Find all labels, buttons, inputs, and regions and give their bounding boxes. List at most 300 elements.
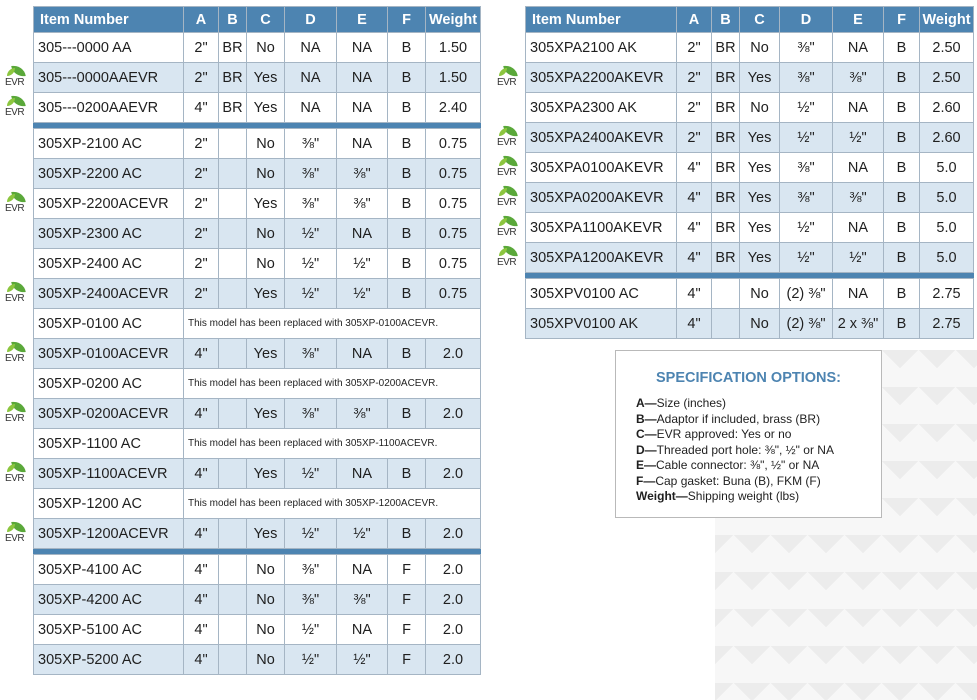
leaf-small-icon [499, 158, 507, 166]
cell-a: 2" [677, 93, 712, 123]
cell-item-number: 305XPA0100AKEVR [526, 153, 677, 183]
cell-item-number: 305XPA2300 AK [526, 93, 677, 123]
cell-a: 4" [184, 585, 219, 615]
cell-a: 4" [184, 339, 219, 369]
cell-c: No [247, 645, 285, 675]
table-row [34, 585, 481, 615]
cell-item-number: 305XP-2100 AC [34, 129, 184, 159]
specification-options-box [615, 350, 882, 518]
header-c: C [247, 7, 285, 33]
cell-b [219, 189, 247, 219]
table-row [526, 123, 974, 153]
table-row [34, 429, 481, 459]
cell-item-number: 305XP-2300 AC [34, 219, 184, 249]
cell-d: ½" [285, 219, 337, 249]
cell-a: 2" [184, 279, 219, 309]
cell-f: B [388, 279, 426, 309]
cell-weight: 0.75 [426, 129, 481, 159]
cell-weight: 2.0 [426, 585, 481, 615]
cell-weight: 0.75 [426, 279, 481, 309]
evr-leaf-icon [497, 245, 521, 271]
cell-e: ½" [337, 279, 388, 309]
cell-e: ½" [337, 645, 388, 675]
spec-item [636, 458, 834, 474]
replacement-note: This model has been replaced with 305XP-0200ACEVR. [184, 369, 481, 399]
cell-item-number: 305XP-0200 AC [34, 369, 184, 399]
cell-b: BR [712, 153, 740, 183]
cell-f: B [388, 33, 426, 63]
cell-f: B [884, 33, 920, 63]
cell-b [219, 585, 247, 615]
cell-f: B [388, 519, 426, 549]
cell-f: B [388, 189, 426, 219]
cell-c: Yes [740, 243, 780, 273]
evr-label: EVR [497, 226, 517, 238]
cell-item-number: 305XP-4200 AC [34, 585, 184, 615]
cell-weight: 5.0 [920, 243, 974, 273]
leaf-small-icon [7, 194, 15, 202]
leaf-small-icon [7, 284, 15, 292]
spec-text: Cable connector: ⅜", ½" or NA [656, 458, 820, 472]
cell-weight: 5.0 [920, 183, 974, 213]
cell-d: ½" [285, 519, 337, 549]
evr-label: EVR [497, 136, 517, 148]
cell-b [219, 219, 247, 249]
evr-leaf-icon [497, 125, 521, 151]
cell-f: B [884, 183, 920, 213]
cell-f: F [388, 555, 426, 585]
cell-item-number: 305XPA2200AKEVR [526, 63, 677, 93]
cell-a: 4" [184, 519, 219, 549]
cell-e: NA [833, 213, 884, 243]
cell-e: NA [337, 615, 388, 645]
cell-weight: 5.0 [920, 153, 974, 183]
table-row [34, 459, 481, 489]
cell-f: B [884, 309, 920, 339]
table-row [34, 519, 481, 549]
cell-d: (2) ⅜" [780, 309, 833, 339]
cell-e: NA [337, 459, 388, 489]
evr-leaf-icon [497, 65, 521, 91]
cell-d: NA [285, 33, 337, 63]
cell-e: 2 x ⅜" [833, 309, 884, 339]
cell-item-number: 305XPA1100AKEVR [526, 213, 677, 243]
cell-item-number: 305XP-2200ACEVR [34, 189, 184, 219]
cell-e: NA [337, 555, 388, 585]
cell-e: NA [833, 93, 884, 123]
evr-leaf-icon [5, 65, 29, 91]
cell-d: ⅜" [285, 189, 337, 219]
cell-a: 4" [184, 399, 219, 429]
table-row [34, 555, 481, 585]
table-row [526, 33, 974, 63]
header-b: B [712, 7, 740, 33]
cell-a: 2" [184, 33, 219, 63]
evr-leaf-icon [5, 191, 29, 217]
cell-d: ⅜" [285, 129, 337, 159]
spec-item [636, 396, 834, 412]
cell-item-number: 305XPA2100 AK [526, 33, 677, 63]
cell-item-number: 305---0000AAEVR [34, 63, 184, 93]
cell-e: ⅜" [833, 63, 884, 93]
cell-c: No [740, 33, 780, 63]
leaf-small-icon [499, 248, 507, 256]
cell-a: 2" [184, 159, 219, 189]
cell-d: ⅜" [285, 339, 337, 369]
cell-b [219, 249, 247, 279]
cell-b: BR [712, 63, 740, 93]
cell-c: No [247, 219, 285, 249]
cell-f: F [388, 585, 426, 615]
header-c: C [740, 7, 780, 33]
table-row [34, 369, 481, 399]
evr-leaf-icon [497, 185, 521, 211]
leaf-small-icon [7, 464, 15, 472]
table-row [34, 645, 481, 675]
cell-weight: 2.50 [920, 63, 974, 93]
cell-a: 2" [184, 249, 219, 279]
cell-b [219, 645, 247, 675]
cell-d: ⅜" [285, 399, 337, 429]
cell-e: ⅜" [337, 585, 388, 615]
left-spec-table [33, 6, 481, 675]
header-weight: Weight [920, 7, 974, 33]
cell-weight: 2.0 [426, 615, 481, 645]
evr-label: EVR [497, 76, 517, 88]
cell-item-number: 305XPV0100 AC [526, 279, 677, 309]
evr-label: EVR [5, 292, 25, 304]
table-row [526, 243, 974, 273]
cell-f: B [884, 63, 920, 93]
cell-a: 4" [677, 279, 712, 309]
evr-leaf-icon [5, 281, 29, 307]
evr-label: EVR [497, 256, 517, 268]
cell-item-number: 305XP-0100 AC [34, 309, 184, 339]
cell-weight: 2.75 [920, 279, 974, 309]
cell-weight: 2.60 [920, 93, 974, 123]
cell-d: ⅜" [780, 33, 833, 63]
replacement-note: This model has been replaced with 305XP-0100ACEVR. [184, 309, 481, 339]
cell-a: 4" [677, 309, 712, 339]
table-row [34, 615, 481, 645]
cell-b [219, 339, 247, 369]
cell-b: BR [712, 33, 740, 63]
cell-f: B [884, 279, 920, 309]
cell-item-number: 305XP-2400 AC [34, 249, 184, 279]
cell-c: Yes [740, 123, 780, 153]
cell-a: 2" [184, 219, 219, 249]
header-a: A [184, 7, 219, 33]
cell-d: ½" [285, 279, 337, 309]
cell-f: B [884, 123, 920, 153]
cell-d: NA [285, 63, 337, 93]
header-item-number: Item Number [34, 7, 184, 33]
cell-weight: 0.75 [426, 159, 481, 189]
header-item-number: Item Number [526, 7, 677, 33]
cell-c: Yes [247, 399, 285, 429]
cell-weight: 1.50 [426, 33, 481, 63]
header-e: E [337, 7, 388, 33]
cell-f: B [388, 219, 426, 249]
cell-a: 4" [677, 183, 712, 213]
cell-c: No [740, 309, 780, 339]
evr-label: EVR [497, 166, 517, 178]
spec-item [636, 412, 834, 428]
spec-item [636, 427, 834, 443]
header-f: F [388, 7, 426, 33]
cell-weight: 0.75 [426, 219, 481, 249]
cell-item-number: 305XP-2400ACEVR [34, 279, 184, 309]
spec-key: A— [636, 396, 657, 410]
table-row [34, 339, 481, 369]
replacement-note: This model has been replaced with 305XP-1200ACEVR. [184, 489, 481, 519]
cell-e: ⅜" [337, 159, 388, 189]
evr-label: EVR [497, 196, 517, 208]
spec-text: EVR approved: Yes or no [656, 427, 792, 441]
cell-a: 2" [677, 33, 712, 63]
evr-label: EVR [5, 472, 25, 484]
cell-weight: 2.0 [426, 519, 481, 549]
leaf-small-icon [7, 404, 15, 412]
cell-b [712, 279, 740, 309]
cell-e: ⅜" [337, 189, 388, 219]
cell-item-number: 305XPA0200AKEVR [526, 183, 677, 213]
cell-d: ½" [780, 123, 833, 153]
evr-leaf-icon [5, 401, 29, 427]
leaf-small-icon [499, 218, 507, 226]
cell-item-number: 305XP-5200 AC [34, 645, 184, 675]
evr-label: EVR [5, 532, 25, 544]
header-d: D [285, 7, 337, 33]
cell-c: Yes [740, 153, 780, 183]
cell-item-number: 305XP-0200ACEVR [34, 399, 184, 429]
cell-c: Yes [740, 183, 780, 213]
spec-text: Size (inches) [656, 396, 727, 410]
cell-item-number: 305XPA2400AKEVR [526, 123, 677, 153]
table-row [526, 153, 974, 183]
cell-e: ½" [337, 249, 388, 279]
cell-c: No [247, 615, 285, 645]
table-row [526, 279, 974, 309]
cell-weight: 2.0 [426, 459, 481, 489]
cell-item-number: 305XPV0100 AK [526, 309, 677, 339]
cell-d: ½" [780, 213, 833, 243]
table-row [34, 219, 481, 249]
cell-c: Yes [247, 93, 285, 123]
cell-c: No [247, 249, 285, 279]
cell-b [219, 519, 247, 549]
cell-d: ⅜" [285, 585, 337, 615]
cell-weight: 2.0 [426, 645, 481, 675]
cell-d: ⅜" [780, 63, 833, 93]
cell-c: No [740, 279, 780, 309]
leaf-small-icon [7, 98, 15, 106]
leaf-small-icon [499, 68, 507, 76]
cell-f: B [884, 243, 920, 273]
spec-key: Weight— [636, 489, 688, 503]
table-row [34, 309, 481, 339]
leaf-small-icon [7, 344, 15, 352]
table-row [526, 213, 974, 243]
cell-c: Yes [247, 339, 285, 369]
cell-weight: 2.40 [426, 93, 481, 123]
cell-e: NA [337, 63, 388, 93]
cell-d: ⅜" [780, 183, 833, 213]
table-row [34, 159, 481, 189]
cell-item-number: 305XPA1200AKEVR [526, 243, 677, 273]
cell-a: 4" [184, 555, 219, 585]
cell-b [219, 555, 247, 585]
cell-e: ½" [833, 123, 884, 153]
cell-e: NA [337, 339, 388, 369]
cell-d: ⅜" [285, 159, 337, 189]
cell-e: NA [833, 153, 884, 183]
cell-weight: 1.50 [426, 63, 481, 93]
cell-b: BR [219, 63, 247, 93]
cell-e: NA [337, 129, 388, 159]
cell-c: Yes [247, 63, 285, 93]
cell-item-number: 305XP-1100ACEVR [34, 459, 184, 489]
cell-b: BR [712, 123, 740, 153]
cell-item-number: 305XP-2200 AC [34, 159, 184, 189]
cell-a: 2" [184, 189, 219, 219]
cell-a: 4" [184, 645, 219, 675]
cell-d: ½" [780, 243, 833, 273]
table-row [34, 279, 481, 309]
evr-leaf-icon [5, 341, 29, 367]
cell-c: Yes [740, 63, 780, 93]
cell-e: ⅜" [833, 183, 884, 213]
cell-b [219, 159, 247, 189]
cell-b [219, 129, 247, 159]
cell-f: B [388, 459, 426, 489]
leaf-small-icon [7, 524, 15, 532]
cell-a: 4" [677, 243, 712, 273]
cell-b [219, 615, 247, 645]
table-row [526, 93, 974, 123]
cell-c: No [247, 585, 285, 615]
header-e: E [833, 7, 884, 33]
header-b: B [219, 7, 247, 33]
cell-f: B [388, 93, 426, 123]
table-row [34, 399, 481, 429]
cell-e: NA [833, 279, 884, 309]
table-row [526, 309, 974, 339]
cell-a: 4" [677, 153, 712, 183]
table-row [34, 489, 481, 519]
cell-weight: 2.0 [426, 399, 481, 429]
cell-d: ½" [285, 615, 337, 645]
cell-weight: 2.60 [920, 123, 974, 153]
evr-leaf-icon [497, 155, 521, 181]
evr-leaf-icon [497, 215, 521, 241]
cell-item-number: 305XP-1200ACEVR [34, 519, 184, 549]
cell-item-number: 305XP-1200 AC [34, 489, 184, 519]
cell-c: Yes [247, 519, 285, 549]
cell-e: NA [833, 33, 884, 63]
cell-item-number: 305XP-4100 AC [34, 555, 184, 585]
cell-b: BR [219, 33, 247, 63]
cell-weight: 2.0 [426, 555, 481, 585]
cell-f: B [388, 399, 426, 429]
cell-c: Yes [247, 459, 285, 489]
cell-item-number: 305---0000 AA [34, 33, 184, 63]
cell-a: 2" [677, 123, 712, 153]
cell-d: NA [285, 93, 337, 123]
header-f: F [884, 7, 920, 33]
cell-a: 4" [677, 213, 712, 243]
spec-key: D— [636, 442, 657, 457]
table-row [34, 129, 481, 159]
spec-key: E— [636, 458, 657, 472]
cell-item-number: 305XP-5100 AC [34, 615, 184, 645]
cell-b [712, 309, 740, 339]
cell-c: No [247, 159, 285, 189]
table-header-row [526, 7, 974, 33]
cell-weight: 2.0 [426, 339, 481, 369]
cell-f: B [884, 153, 920, 183]
cell-e: NA [337, 93, 388, 123]
leaf-small-icon [499, 188, 507, 196]
spec-list [636, 396, 834, 505]
cell-d: ½" [780, 93, 833, 123]
cell-b: BR [712, 243, 740, 273]
cell-weight: 0.75 [426, 189, 481, 219]
cell-d: ⅜" [780, 153, 833, 183]
table-row [526, 63, 974, 93]
spec-key: C— [636, 427, 657, 441]
header-a: A [677, 7, 712, 33]
table-row [526, 183, 974, 213]
cell-weight: 0.75 [426, 249, 481, 279]
cell-item-number: 305XP-1100 AC [34, 429, 184, 459]
leaf-small-icon [7, 68, 15, 76]
spec-item [636, 489, 834, 505]
table-header-row [34, 7, 481, 33]
cell-weight: 2.50 [920, 33, 974, 63]
cell-a: 4" [184, 615, 219, 645]
spec-text: Adaptor if included, brass (BR) [656, 411, 821, 426]
cell-f: B [884, 93, 920, 123]
cell-d: ½" [285, 459, 337, 489]
evr-leaf-icon [5, 95, 29, 121]
spec-title: SPECIFICATION OPTIONS: [655, 370, 842, 386]
cell-d: (2) ⅜" [780, 279, 833, 309]
evr-label: EVR [5, 412, 25, 424]
cell-b [219, 279, 247, 309]
table-row [34, 93, 481, 123]
cell-d: ⅜" [285, 555, 337, 585]
cell-e: ⅜" [337, 399, 388, 429]
cell-f: B [884, 213, 920, 243]
cell-c: No [247, 33, 285, 63]
evr-label: EVR [5, 202, 25, 214]
table-row [34, 189, 481, 219]
cell-f: B [388, 339, 426, 369]
evr-leaf-icon [5, 521, 29, 547]
cell-f: B [388, 159, 426, 189]
replacement-note: This model has been replaced with 305XP-1100ACEVR. [184, 429, 481, 459]
cell-e: ½" [337, 519, 388, 549]
cell-f: B [388, 63, 426, 93]
cell-f: B [388, 129, 426, 159]
cell-a: 4" [184, 459, 219, 489]
header-d: D [780, 7, 833, 33]
spec-text: Shipping weight (lbs) [687, 489, 800, 503]
cell-b: BR [712, 93, 740, 123]
table-row [34, 33, 481, 63]
cell-e: ½" [833, 243, 884, 273]
